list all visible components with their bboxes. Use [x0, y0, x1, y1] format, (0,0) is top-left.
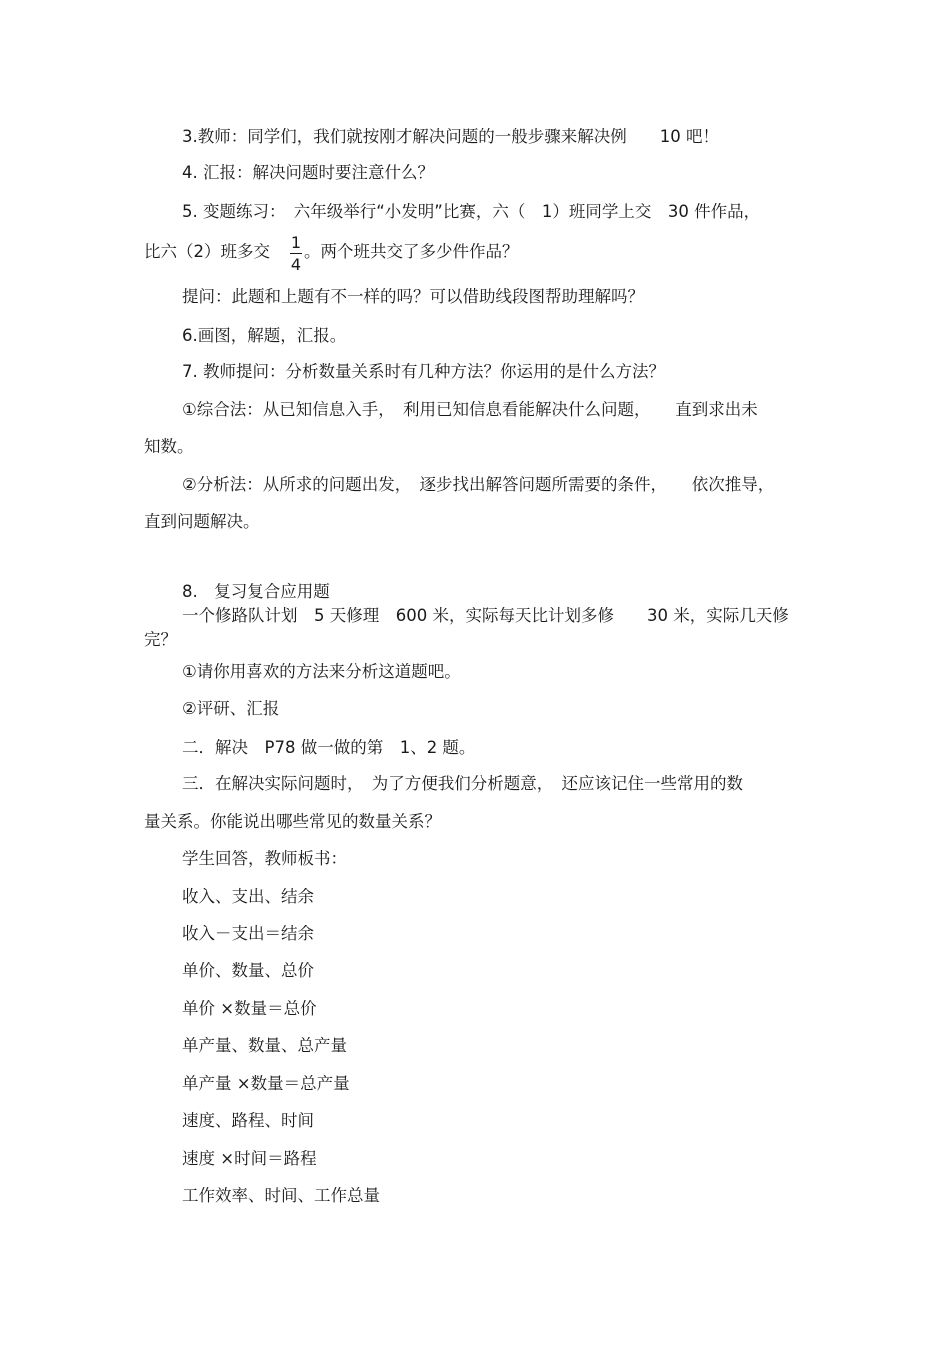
paragraph-step-7: 7. 教师提问：分析数量关系时有几种方法？你运用的是什么方法？	[182, 362, 665, 381]
paragraph-step-5-question: 。两个班共交了多少件作品？	[304, 242, 519, 261]
paragraph-part-two: 二．解决 P78 做一做的第 1、2 题。	[182, 738, 476, 757]
fraction-numerator: 1	[290, 233, 302, 252]
paragraph-part-three-continued: 量关系。你能说出哪些常见的数量关系？	[144, 812, 441, 831]
relation-speed-formula: 速度 ×时间＝路程	[182, 1149, 317, 1168]
paragraph-step-5-continued: 比六（2）班多交	[144, 242, 270, 261]
paragraph-step-3: 3.教师：同学们，我们就按刚才解决问题的一般步骤来解决例 10 吧！	[182, 127, 719, 146]
paragraph-analysis-method-continued: 直到问题解决。	[144, 512, 260, 531]
paragraph-analysis-method: ②分析法：从所求的问题出发， 逐步找出解答问题所需要的条件， 依次推导，	[182, 475, 775, 494]
relation-income-formula: 收入－支出＝结余	[182, 924, 314, 943]
paragraph-blackboard-intro: 学生回答，教师板书：	[182, 849, 347, 868]
relation-output-formula: 单产量 ×数量＝总产量	[182, 1074, 350, 1093]
paragraph-review-report: ②评研、汇报	[182, 699, 280, 718]
relation-output-terms: 单产量、数量、总产量	[182, 1036, 347, 1055]
paragraph-synthesis-method-continued: 知数。	[144, 437, 194, 456]
paragraph-step-5: 5. 变题练习： 六年级举行“小发明”比赛，六（ 1）班同学上交 30 件作品，	[182, 202, 761, 221]
paragraph-synthesis-method: ①综合法：从已知信息入手， 利用已知信息看能解决什么问题， 直到求出未	[182, 400, 758, 419]
relation-price-terms: 单价、数量、总价	[182, 961, 314, 980]
fraction-denominator: 4	[290, 255, 302, 274]
paragraph-part-three: 三．在解决实际问题时， 为了方便我们分析题意， 还应该记住一些常用的数	[182, 774, 743, 793]
fraction-one-quarter	[289, 233, 303, 277]
paragraph-road-problem: 一个修路队计划 5 天修理 600 米，实际每天比计划多修 30 米，实际几天修	[182, 606, 789, 625]
section-heading-step-8: 8. 复习复合应用题	[182, 582, 330, 601]
paragraph-step-6: 6.画图，解题，汇报。	[182, 326, 347, 345]
relation-income-terms: 收入、支出、结余	[182, 887, 314, 906]
relation-speed-terms: 速度、路程、时间	[182, 1111, 314, 1130]
paragraph-step-4: 4. 汇报：解决问题时要注意什么？	[182, 163, 434, 182]
paragraph-question: 提问：此题和上题有不一样的吗？可以借助线段图帮助理解吗？	[182, 287, 644, 306]
relation-price-formula: 单价 ×数量＝总价	[182, 999, 317, 1018]
fraction-bar	[290, 253, 302, 254]
relation-work-terms: 工作效率、时间、工作总量	[182, 1186, 380, 1205]
paragraph-road-problem-continued: 完？	[144, 630, 177, 649]
paragraph-analyze-prompt: ①请你用喜欢的方法来分析这道题吧。	[182, 662, 461, 681]
